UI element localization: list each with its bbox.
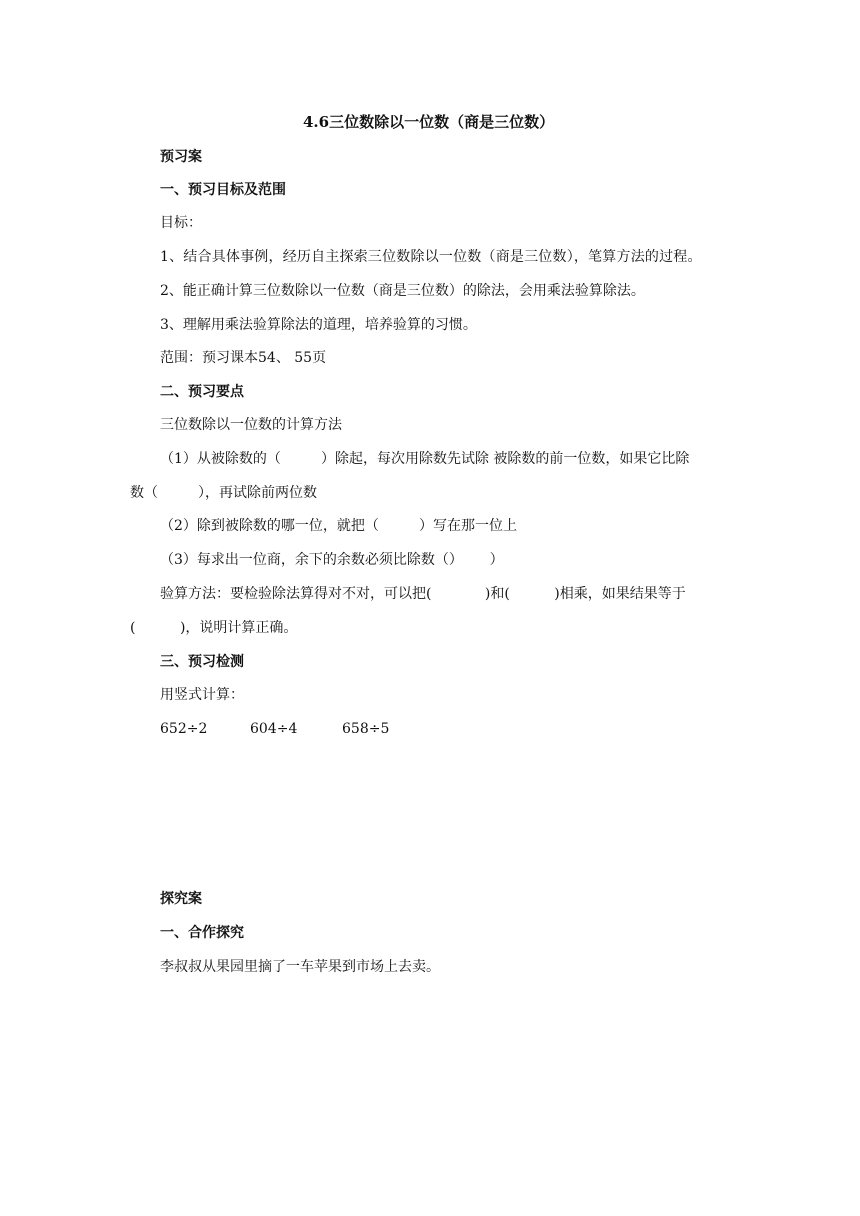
point1-line1: （1）从被除数的（ ）除起，每次用除数先试除 被除数的前一位数，如果它比除 xyxy=(160,451,690,467)
point1-line2: 数（ ），再试除前两位数 xyxy=(130,485,318,501)
check-method-line1: 验算方法：要检验除法算得对不对，可以把( )和( )相乘，如果结果等于 xyxy=(160,586,686,602)
section3-heading: 三、预习检测 xyxy=(160,654,244,670)
check-method-line2: ( )，说明计算正确。 xyxy=(130,620,298,636)
explore-section1-text: 李叔叔从果园里摘了一车苹果到市场上去卖。 xyxy=(160,959,440,975)
point2: （2）除到被除数的哪一位，就把（ ）写在那一位上 xyxy=(160,518,517,534)
goal-item-1: 1、结合具体事例，经历自主探索三位数除以一位数（商是三位数），笔算方法的过程。 xyxy=(160,249,702,265)
point3: （3）每求出一位商，余下的余数必须比除数（） ） xyxy=(160,552,504,568)
goal-item-3: 3、理解用乘法验算除法的道理，培养验算的习惯。 xyxy=(160,317,477,333)
calc-instruction: 用竖式计算： xyxy=(160,687,244,703)
problem-3: 658÷5 xyxy=(342,721,390,737)
preview-heading: 预习案 xyxy=(160,149,202,165)
section1-heading: 一、预习目标及范围 xyxy=(160,182,286,198)
range-text: 范围：预习课本54、 55页 xyxy=(160,350,327,366)
goal-label: 目标： xyxy=(160,215,202,231)
section2-subheading: 三位数除以一位数的计算方法 xyxy=(160,417,342,433)
problem-1: 652÷2 xyxy=(160,721,208,737)
section2-heading: 二、预习要点 xyxy=(160,384,244,400)
goal-item-2: 2、能正确计算三位数除以一位数（商是三位数）的除法，会用乘法验算除法。 xyxy=(160,283,645,299)
explore-heading: 探究案 xyxy=(160,891,202,907)
document-title: 4.6三位数除以一位数（商是三位数） xyxy=(303,113,555,131)
explore-section1-heading: 一、合作探究 xyxy=(160,925,244,941)
problem-2: 604÷4 xyxy=(250,721,298,737)
